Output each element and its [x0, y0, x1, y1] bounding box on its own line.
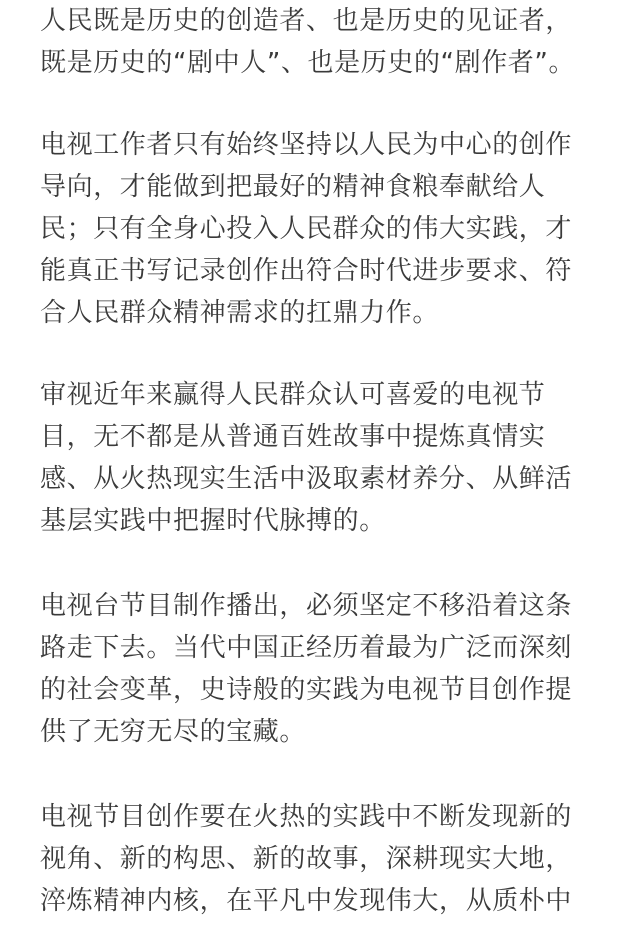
text-line: 人民既是历史的创造者、也是历史的见证者， — [40, 6, 573, 36]
paragraph-2 — [40, 124, 572, 334]
text-line: 供了无穷无尽的宝藏。 — [40, 717, 307, 747]
text-line: 电视台节目制作播出，必须坚定不移沿着这条 — [40, 591, 573, 621]
text-line: 能真正书写记录创作出符合时代进步要求、符 — [40, 256, 573, 286]
paragraph-1 — [40, 0, 575, 84]
text-line: 目，无不都是从普通百姓故事中提炼真情实 — [40, 422, 546, 452]
text-line: 视角、新的构思、新的故事，深耕现实大地， — [40, 844, 573, 874]
paragraph-3 — [40, 374, 572, 542]
paragraph-4 — [40, 585, 572, 753]
text-line: 电视工作者只有始终坚持以人民为中心的创作 — [40, 130, 573, 160]
text-line: 感、从火热现实生活中汲取素材养分、从鲜活 — [40, 464, 573, 494]
text-line: 的社会变革，史诗般的实践为电视节目创作提 — [40, 675, 573, 705]
text-line: 既是历史的“剧中人”、也是历史的“剧作者”。 — [40, 48, 576, 78]
text-line: 路走下去。当代中国正经历着最为广泛而深刻 — [40, 633, 573, 663]
text-line: 基层实践中把握时代脉搏的。 — [40, 506, 386, 536]
text-line: 审视近年来赢得人民群众认可喜爱的电视节 — [40, 380, 546, 410]
text-line: 合人民群众精神需求的扛鼎力作。 — [40, 298, 440, 328]
paragraph-5 — [40, 796, 572, 922]
text-line: 电视节目创作要在火热的实践中不断发现新的 — [40, 802, 573, 832]
text-line: 淬炼精神内核，在平凡中发现伟大，从质朴中 — [40, 886, 573, 916]
text-line: 民；只有全身心投入人民群众的伟大实践，才 — [40, 214, 573, 244]
text-line: 导向，才能做到把最好的精神食粮奉献给人 — [40, 172, 546, 202]
